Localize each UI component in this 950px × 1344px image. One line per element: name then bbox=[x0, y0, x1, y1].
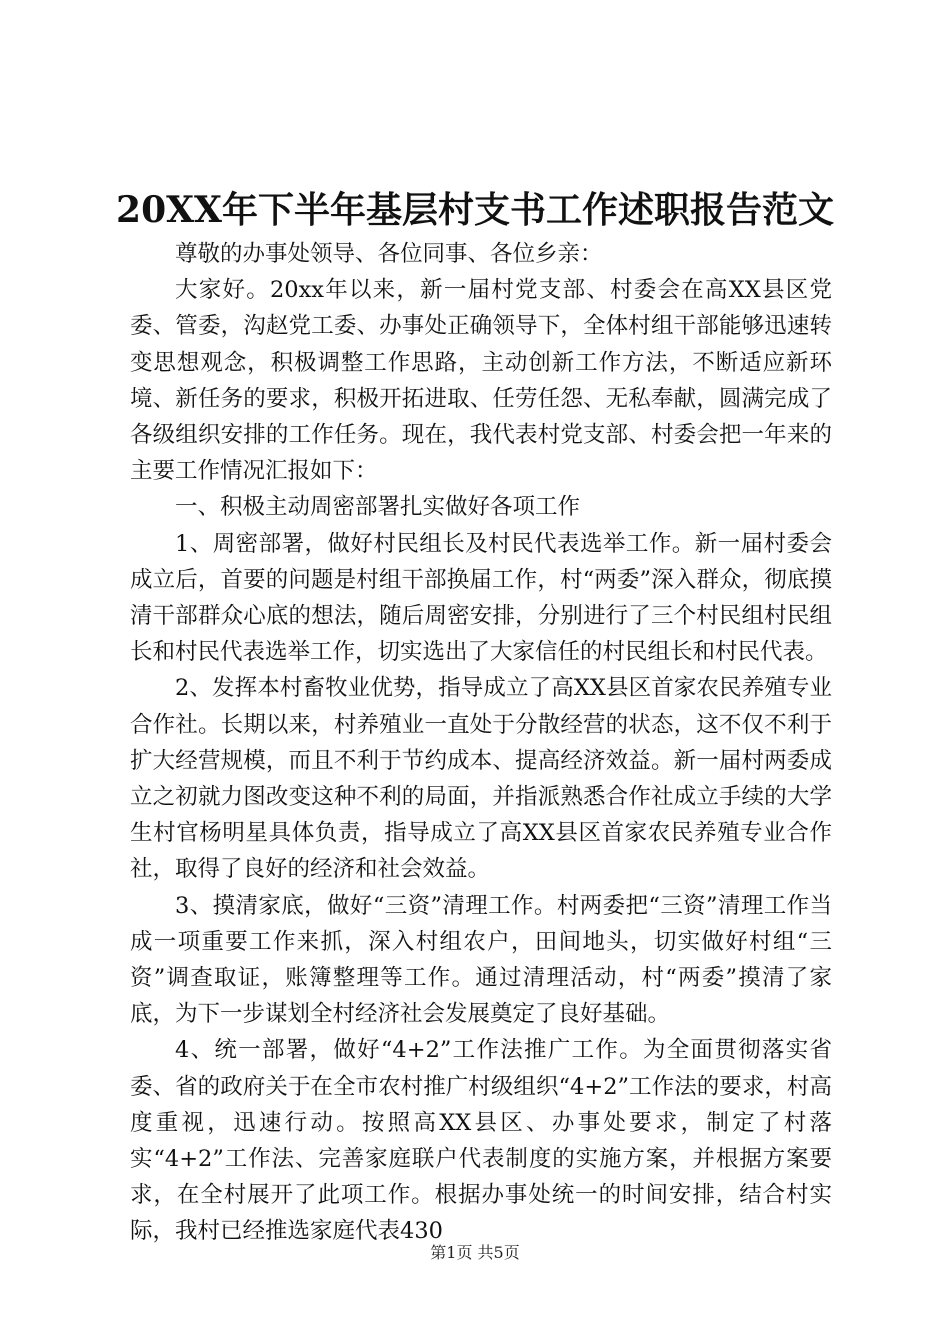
body-paragraph: 3、摸清家底，做好“三资”清理工作。村两委把“三资”清理工作当成一项重要工作来抓，深入村组农户，田间地头，切实做好村组“三资”调查取证，账簿整理等工作。通过清理活动，村“两委”摸清了家底，为下一步谋划全村经济社会发展奠定了良好基础。 bbox=[130, 892, 832, 1028]
page-number-footer: 第1页 共5页 bbox=[430, 1243, 520, 1262]
section-heading: 一、积极主动周密部署扎实做好各项工作 bbox=[175, 494, 581, 521]
document-body bbox=[130, 236, 832, 1250]
body-paragraph: 2、发挥本村畜牧业优势，指导成立了高XX县区首家农民养殖专业合作社。长期以来，村养殖业一直处于分散经营的状态，这不仅不利于扩大经营规模，而且不利于节约成本、提高经济效益。新一届村两委成立之初就力图改变这种不利的局面，并指派熟悉合作社成立手续的大学生村官杨明星具体负责，指导成立了高XX县区首家农民养殖专业合作社，取得了良好的经济和社会效益。 bbox=[130, 675, 832, 883]
intro-paragraph: 大家好。20xx年以来，新一届村党支部、村委会在高XX县区党委、管委，沟赵党工委、办事处正确领导下，全体村组干部能够迅速转变思想观念，积极调整工作思路，主动创新工作方法，不断适应新环境、新任务的要求，积极开拓进取、任劳任怨、无私奉献，圆满完成了各级组织安排的工作任务。现在，我代表村党支部、村委会把一年来的主要工作情况汇报如下： bbox=[130, 277, 832, 485]
document-title: 20XX年下半年基层村支书工作述职报告范文 bbox=[116, 189, 834, 231]
body-paragraph: 1、周密部署，做好村民组长及村民代表选举工作。新一届村委会成立后，首要的问题是村组干部换届工作，村“两委”深入群众，彻底摸清干部群众心底的想法，随后周密安排，分别进行了三个村民组村民组长和村民代表选举工作，切实选出了大家信任的村民组长和村民代表。 bbox=[130, 530, 832, 666]
salutation-paragraph: 尊敬的办事处领导、各位同事、各位乡亲： bbox=[175, 241, 603, 267]
body-paragraph: 4、统一部署，做好“4+2”工作法推广工作。为全面贯彻落实省委、省的政府关于在全市农村推广村级组织“4+2”工作法的要求，村高度重视，迅速行动。按照高XX县区、办事处要求，制定了村落实“4+2”工作法、完善家庭联户代表制度的实施方案，并根据方案要求，在全村展开了此项工作。根据办事处统一的时间安排，结合村实际，我村已经推选家庭代表430 bbox=[130, 1037, 832, 1245]
